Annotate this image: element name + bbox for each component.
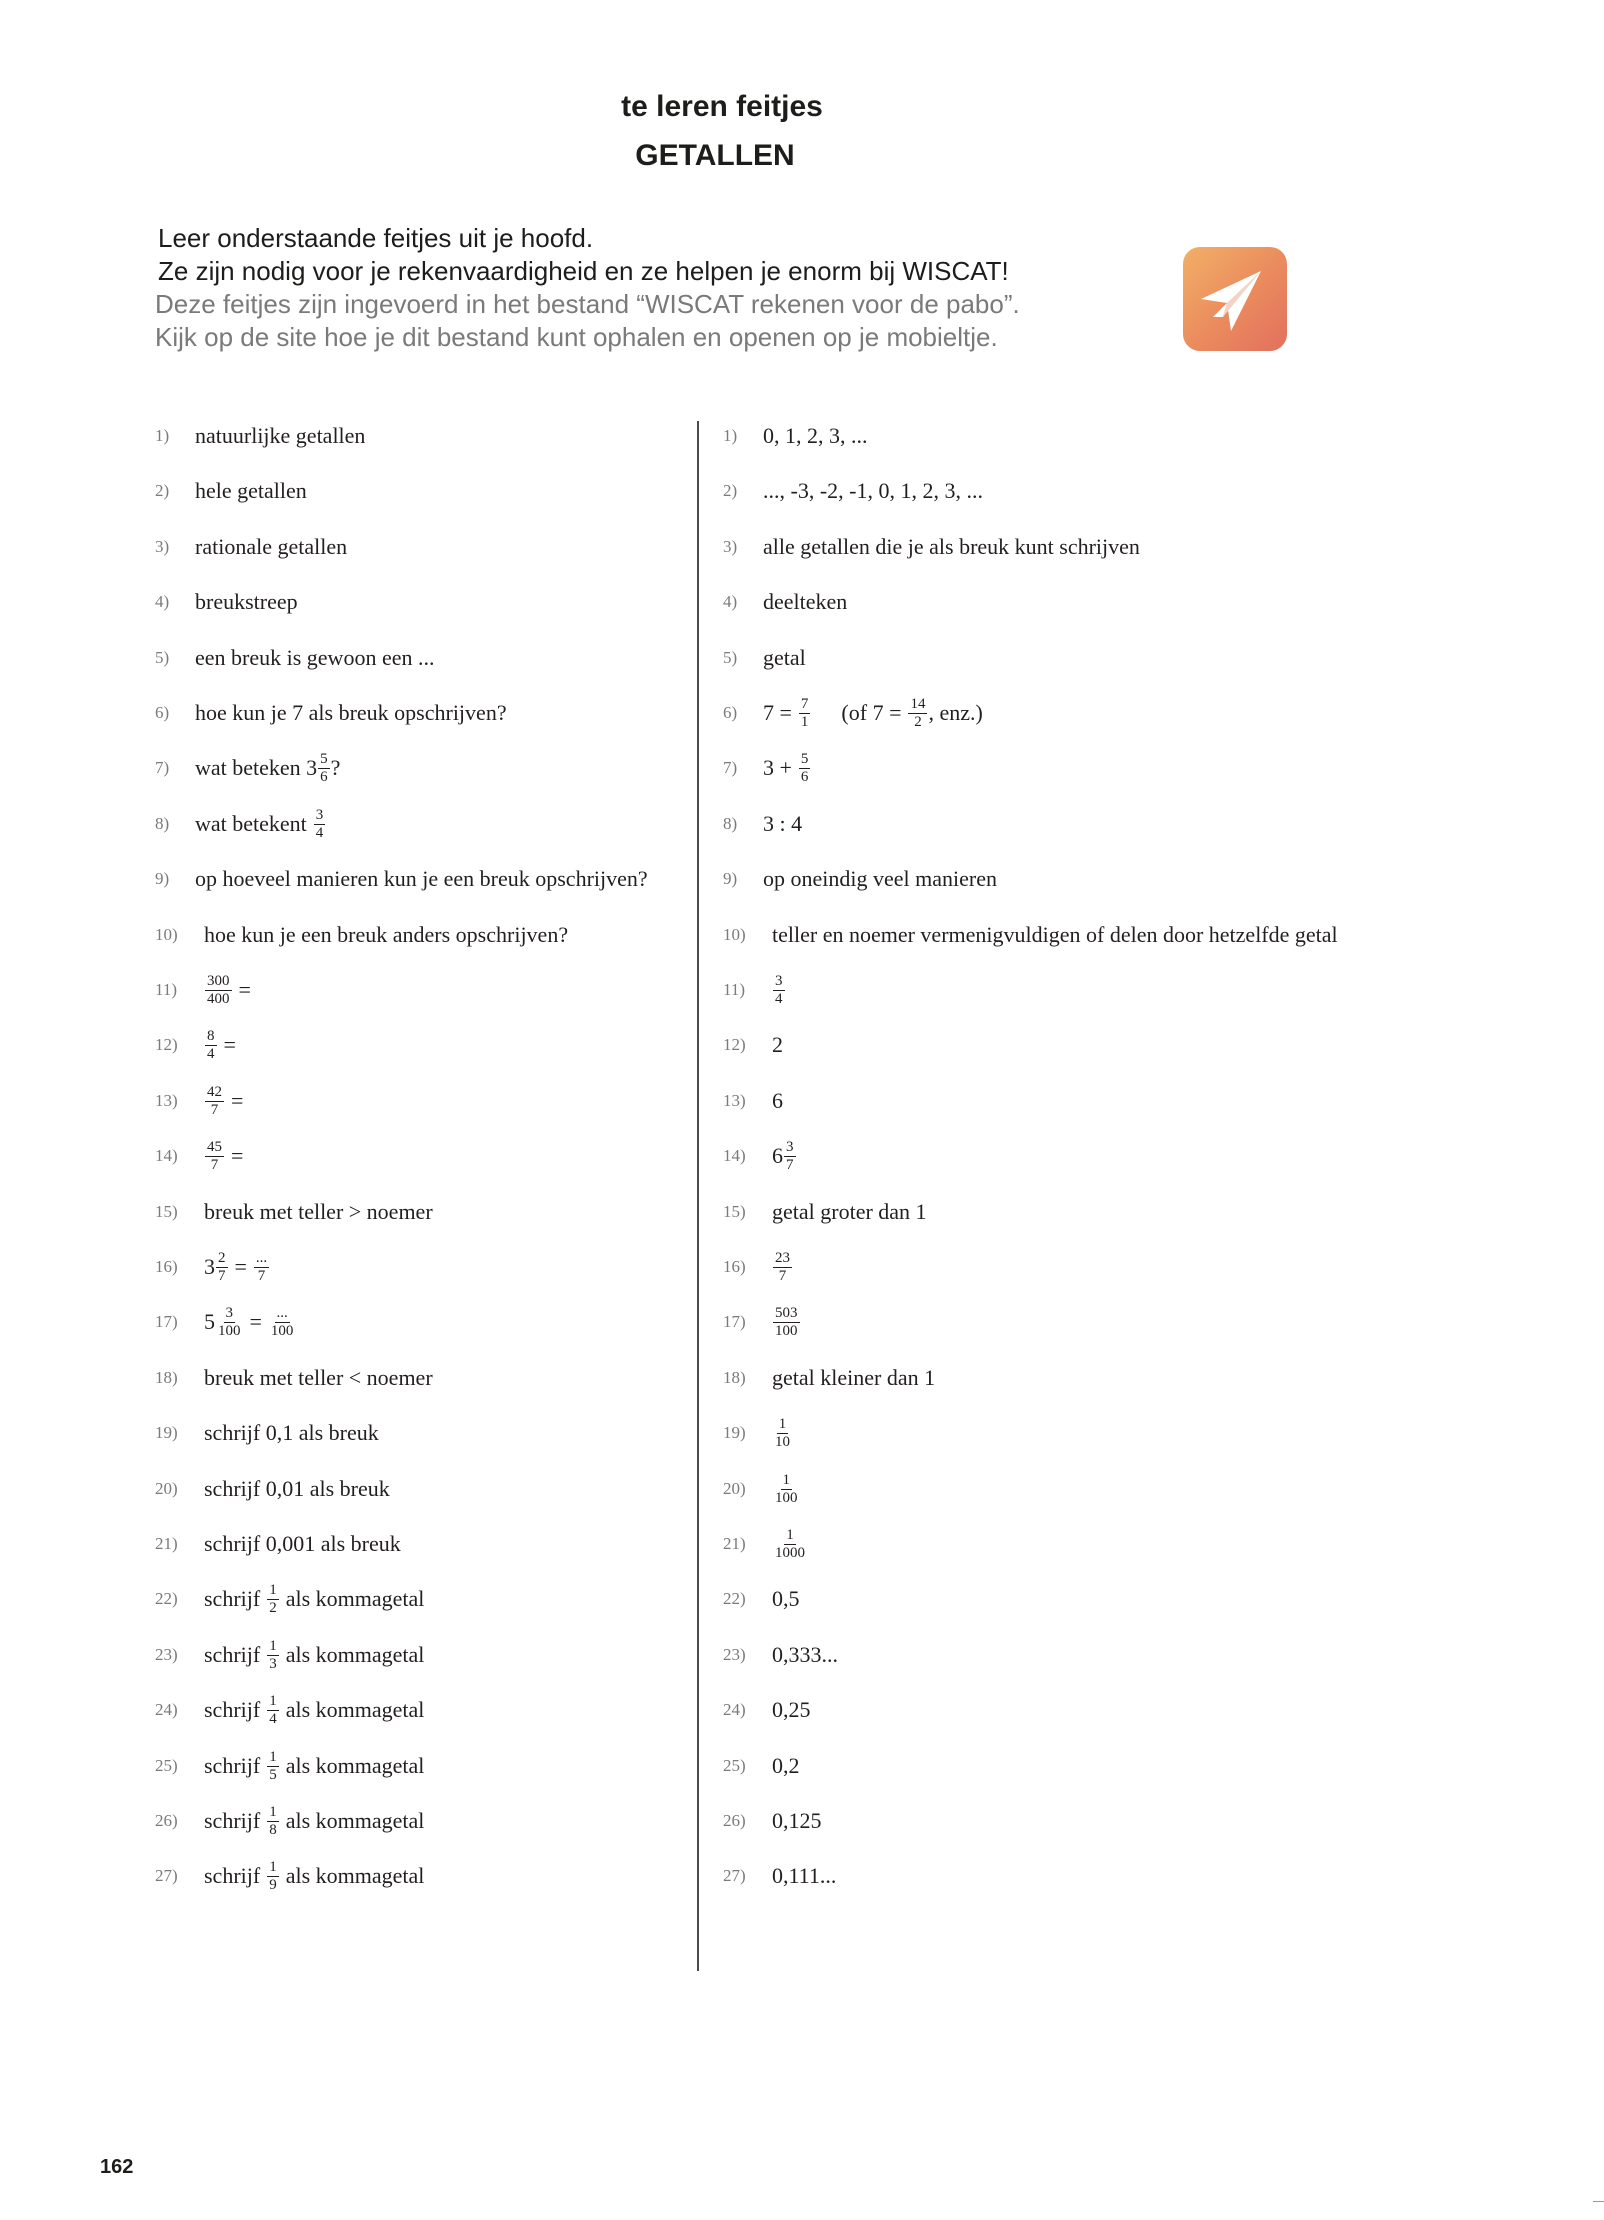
- fact-question-row: [155, 1358, 433, 1398]
- fraction: [269, 1306, 296, 1339]
- fraction-denominator: 7: [778, 1267, 787, 1284]
- fraction-denominator: 100: [270, 1322, 294, 1339]
- item-number: 23): [723, 1645, 746, 1664]
- text-fragment: schrijf: [204, 1808, 261, 1833]
- item-number: 13): [155, 1091, 178, 1110]
- text-fragment: 6: [772, 1143, 783, 1168]
- answer-text: [772, 974, 786, 1007]
- text-fragment: =: [223, 1032, 236, 1057]
- text-fragment: =: [234, 1254, 247, 1279]
- fraction-denominator: 10: [775, 1433, 790, 1450]
- question-text: [195, 808, 326, 841]
- text-fragment: schrijf: [204, 1697, 261, 1722]
- fact-question-row: [155, 859, 648, 899]
- question-text: breuk met teller < noemer: [204, 1365, 433, 1390]
- item-number: 4): [155, 592, 170, 611]
- fact-question-row: [155, 970, 251, 1010]
- fact-question-row: [155, 1413, 379, 1453]
- fraction-denominator: 7: [210, 1101, 219, 1118]
- answer-text: 6: [772, 1088, 783, 1113]
- question-text: op hoeveel manieren kun je een breuk opschrijven?: [195, 866, 648, 891]
- fact-question-row: [155, 693, 507, 733]
- answer-text: getal kleiner dan 1: [772, 1365, 936, 1390]
- fraction-denominator: 4: [269, 1710, 277, 1727]
- fraction-numerator: ...: [276, 1304, 288, 1321]
- item-number: 9): [155, 869, 170, 888]
- item-number: 10): [155, 925, 178, 944]
- fact-answer-row: [723, 582, 847, 622]
- item-number: 12): [155, 1035, 178, 1054]
- fact-answer-row: [723, 416, 868, 456]
- fact-question-row: [155, 1302, 296, 1342]
- fraction: [799, 697, 811, 730]
- fact-answer-row: [723, 1413, 793, 1453]
- item-number: 23): [155, 1645, 178, 1664]
- fraction: [267, 1694, 279, 1727]
- fraction-denominator: 7: [257, 1267, 266, 1284]
- fact-answer-row: [723, 1136, 797, 1176]
- crop-mark: [1593, 2201, 1604, 2202]
- item-number: 3): [155, 537, 170, 556]
- fraction: [267, 1805, 279, 1838]
- fraction-numerator: 1: [269, 1858, 277, 1875]
- text-fragment: als kommagetal: [285, 1808, 425, 1833]
- fraction: [267, 1639, 279, 1672]
- fact-question-row: [155, 638, 434, 678]
- text-fragment: schrijf: [204, 1586, 261, 1611]
- answer-text: 0,25: [772, 1697, 811, 1722]
- question-text: een breuk is gewoon een ...: [195, 645, 435, 670]
- fact-answer-row: [723, 970, 786, 1010]
- answer-text: 3 : 4: [763, 811, 803, 836]
- fraction-numerator: 3: [315, 806, 324, 823]
- item-number: 17): [155, 1312, 178, 1331]
- answer-text: deelteken: [763, 589, 848, 614]
- fraction: [216, 1251, 228, 1284]
- fact-question-row: [155, 1469, 390, 1509]
- answer-text: [772, 1528, 808, 1561]
- fact-question-row: [155, 1192, 433, 1232]
- fact-question-row: [155, 1746, 424, 1786]
- answer-text: [772, 1140, 797, 1173]
- fraction-numerator: 1: [269, 1803, 277, 1820]
- fact-answer-row: [723, 1469, 801, 1509]
- item-number: 26): [155, 1811, 178, 1830]
- fraction-numerator: 23: [775, 1249, 790, 1266]
- fact-question-row: [155, 527, 347, 567]
- text-fragment: =: [231, 1088, 244, 1113]
- question-text: breuk met teller > noemer: [204, 1199, 433, 1224]
- fraction-denominator: 7: [218, 1267, 226, 1284]
- item-number: 1): [723, 426, 738, 445]
- item-number: 15): [155, 1202, 178, 1221]
- fact-answer-row: [723, 1524, 808, 1564]
- text-fragment: ?: [330, 755, 341, 780]
- fraction: [773, 1251, 792, 1284]
- fact-question-row: [155, 1136, 243, 1176]
- fraction-denominator: 7: [210, 1156, 219, 1173]
- fraction-numerator: 1: [786, 1526, 794, 1543]
- fraction-numerator: 503: [775, 1304, 798, 1321]
- text-fragment: schrijf: [204, 1753, 261, 1778]
- answer-text: 0,125: [772, 1808, 822, 1833]
- fact-answer-row: [723, 1247, 793, 1287]
- fraction-numerator: 3: [775, 972, 783, 989]
- question-text: schrijf 0,01 als breuk: [204, 1476, 390, 1501]
- fact-answer-row: [723, 1746, 800, 1786]
- item-number: 20): [155, 1479, 178, 1498]
- fraction-numerator: 3: [786, 1138, 794, 1155]
- fact-question-row: [155, 1635, 424, 1675]
- text-fragment: als kommagetal: [285, 1753, 425, 1778]
- answer-text: 0,111...: [772, 1863, 837, 1888]
- fraction-denominator: 6: [800, 768, 809, 785]
- item-number: 17): [723, 1312, 746, 1331]
- fraction-numerator: 1: [782, 1471, 790, 1488]
- fraction: [216, 1306, 243, 1339]
- item-number: 5): [723, 648, 738, 667]
- intro-text: [155, 222, 1020, 354]
- intro-line-3: Deze feitjes zijn ingevoerd in het bestand “WISCAT rekenen voor de pabo”.: [155, 289, 1020, 319]
- fraction-denominator: 6: [320, 768, 328, 785]
- fraction: [799, 752, 811, 785]
- answer-text: [772, 1306, 801, 1339]
- item-number: 8): [723, 814, 738, 833]
- fact-answer-row: [723, 1302, 801, 1342]
- answer-text: getal: [763, 645, 806, 670]
- question-text: schrijf 0,1 als breuk: [204, 1420, 379, 1445]
- item-number: 27): [723, 1866, 746, 1885]
- fraction-numerator: 14: [910, 695, 926, 712]
- question-text: hele getallen: [195, 478, 307, 503]
- fact-answer-row: [723, 748, 811, 788]
- fraction-denominator: 9: [269, 1876, 277, 1893]
- answer-text: 0, 1, 2, 3, ...: [763, 423, 868, 448]
- item-number: 5): [155, 648, 170, 667]
- item-number: 16): [155, 1257, 178, 1276]
- fact-question-row: [155, 1690, 424, 1730]
- fraction-denominator: 2: [269, 1599, 277, 1616]
- fraction-denominator: 4: [775, 990, 783, 1007]
- question-text: hoe kun je 7 als breuk opschrijven?: [195, 700, 507, 725]
- fraction-denominator: 2: [914, 713, 922, 730]
- item-number: 19): [723, 1423, 746, 1442]
- fraction-numerator: 45: [207, 1138, 222, 1155]
- answer-text: [772, 1473, 801, 1506]
- item-number: 19): [155, 1423, 178, 1442]
- question-text: [204, 1694, 424, 1727]
- page-subtitle: te leren feitjes: [621, 90, 823, 123]
- item-number: 21): [723, 1534, 746, 1553]
- question-text: hoe kun je een breuk anders opschrijven?: [204, 922, 569, 947]
- fraction: [773, 974, 785, 1007]
- text-fragment: , enz.): [928, 700, 983, 725]
- item-number: 6): [723, 703, 738, 722]
- fraction-numerator: 5: [320, 750, 328, 767]
- answer-text: 0,5: [772, 1586, 800, 1611]
- fraction-numerator: 2: [218, 1249, 226, 1266]
- fact-answer-row: [723, 1635, 838, 1675]
- text-fragment: als kommagetal: [285, 1642, 425, 1667]
- fraction-denominator: 8: [269, 1821, 277, 1838]
- text-fragment: 3: [204, 1254, 215, 1279]
- item-number: 24): [155, 1700, 178, 1719]
- item-number: 7): [723, 758, 738, 777]
- item-number: 22): [155, 1589, 178, 1608]
- fraction-numerator: 1: [269, 1637, 277, 1654]
- fraction-numerator: 1: [269, 1581, 277, 1598]
- fraction-denominator: 1: [800, 713, 809, 730]
- intro-line-1: Leer onderstaande feitjes uit je hoofd.: [158, 223, 594, 253]
- fact-question-row: [155, 804, 326, 844]
- fraction: [267, 1860, 279, 1893]
- fraction-denominator: 5: [269, 1766, 277, 1783]
- fraction-numerator: 5: [800, 750, 809, 767]
- question-text: [204, 1583, 424, 1616]
- text-fragment: wat beteken 3: [195, 755, 318, 780]
- answer-text: alle getallen die je als breuk kunt schrijven: [763, 534, 1140, 559]
- fraction-numerator: 42: [207, 1083, 222, 1100]
- answer-text: [763, 752, 811, 785]
- item-number: 12): [723, 1035, 746, 1054]
- item-number: 14): [155, 1146, 178, 1165]
- fraction-denominator: 100: [775, 1322, 798, 1339]
- answer-text: getal groter dan 1: [772, 1199, 927, 1224]
- question-text: [204, 1639, 424, 1672]
- text-fragment: (of 7 =: [841, 700, 902, 725]
- item-number: 22): [723, 1589, 746, 1608]
- fact-question-row: [155, 416, 365, 456]
- item-number: 11): [155, 980, 178, 999]
- question-text: schrijf 0,001 als breuk: [204, 1531, 401, 1556]
- fraction: [254, 1251, 269, 1284]
- fraction-denominator: 3: [269, 1655, 277, 1672]
- item-number: 15): [723, 1202, 746, 1221]
- page-number: 162: [100, 2156, 134, 2178]
- fraction-denominator: 400: [207, 990, 230, 1007]
- fraction-numerator: 1: [778, 1415, 787, 1432]
- answer-text: teller en noemer vermenigvuldigen of delen door hetzelfde getal: [772, 922, 1338, 947]
- fraction: [205, 1085, 224, 1118]
- text-fragment: als kommagetal: [285, 1586, 425, 1611]
- page-title: GETALLEN: [635, 139, 795, 172]
- fraction-numerator: 8: [207, 1027, 215, 1044]
- item-number: 24): [723, 1700, 746, 1719]
- item-number: 8): [155, 814, 170, 833]
- text-fragment: schrijf: [204, 1863, 261, 1888]
- item-number: 7): [155, 758, 170, 777]
- fraction: [773, 1417, 792, 1450]
- fact-answer-row: [723, 804, 802, 844]
- question-text: natuurlijke getallen: [195, 423, 366, 448]
- question-text: [204, 1750, 424, 1783]
- answer-text: op oneindig veel manieren: [763, 866, 997, 891]
- fraction: [267, 1583, 279, 1616]
- question-text: [195, 752, 340, 785]
- fraction: [205, 974, 232, 1007]
- item-number: 21): [155, 1534, 178, 1553]
- question-text: [204, 974, 251, 1007]
- fraction: [773, 1528, 807, 1561]
- fraction-numerator: 3: [225, 1304, 233, 1321]
- item-number: 27): [155, 1866, 178, 1885]
- fact-answer-row: [723, 1690, 811, 1730]
- column-divider: [697, 421, 699, 1971]
- text-fragment: 5: [204, 1309, 215, 1334]
- fact-answer-row: [723, 1192, 927, 1232]
- fraction-numerator: 1: [269, 1748, 277, 1765]
- question-text: rationale getallen: [195, 534, 348, 559]
- fact-answer-row: [723, 471, 983, 511]
- fraction-denominator: 4: [315, 824, 324, 841]
- item-number: 20): [723, 1479, 746, 1498]
- item-number: 13): [723, 1091, 746, 1110]
- answer-text: [772, 1251, 793, 1284]
- text-fragment: =: [231, 1143, 244, 1168]
- answer-text: [772, 1417, 793, 1450]
- text-fragment: 3 +: [763, 755, 792, 780]
- fraction-numerator: 300: [207, 972, 230, 989]
- fact-question-row: [155, 582, 298, 622]
- fact-answer-row: [723, 1081, 783, 1121]
- fraction-denominator: 100: [775, 1489, 798, 1506]
- item-number: 26): [723, 1811, 746, 1830]
- text-fragment: als kommagetal: [285, 1697, 425, 1722]
- item-number: 9): [723, 869, 738, 888]
- fact-question-row: [155, 1524, 401, 1564]
- item-number: 2): [155, 481, 170, 500]
- fact-question-row: [155, 1025, 236, 1065]
- item-number: 10): [723, 925, 746, 944]
- fact-answer-row: [723, 1801, 822, 1841]
- item-number: 16): [723, 1257, 746, 1276]
- answer-text: ..., -3, -2, -1, 0, 1, 2, 3, ...: [763, 478, 983, 503]
- question-text: [204, 1085, 243, 1118]
- fraction: [773, 1306, 800, 1339]
- fact-question-row: [155, 471, 307, 511]
- fraction-denominator: 1000: [775, 1544, 805, 1561]
- answer-text: 2: [772, 1032, 783, 1057]
- fraction-numerator: 7: [800, 695, 809, 712]
- question-text: breukstreep: [195, 589, 298, 614]
- paper-plane-icon: [1183, 247, 1287, 351]
- question-text: [204, 1860, 424, 1893]
- fraction-numerator: ...: [255, 1249, 268, 1266]
- fact-answer-row: [723, 1579, 800, 1619]
- fact-question-row: [155, 1081, 243, 1121]
- item-number: 25): [723, 1756, 746, 1775]
- fraction: [908, 697, 927, 730]
- item-number: 6): [155, 703, 170, 722]
- fraction: [773, 1473, 800, 1506]
- item-number: 1): [155, 426, 170, 445]
- fact-question-row: [155, 1801, 424, 1841]
- item-number: 2): [723, 481, 738, 500]
- fraction: [205, 1029, 217, 1062]
- fraction: [784, 1140, 796, 1173]
- fact-question-row: [155, 1579, 424, 1619]
- item-number: 18): [155, 1368, 178, 1387]
- fraction-denominator: 7: [786, 1156, 794, 1173]
- text-fragment: =: [238, 977, 251, 1002]
- fact-answer-row: [723, 915, 1338, 955]
- item-number: 4): [723, 592, 738, 611]
- fact-answer-row: [723, 527, 1140, 567]
- text-fragment: wat betekent: [195, 811, 307, 836]
- fact-answer-row: [723, 1358, 935, 1398]
- item-number: 3): [723, 537, 738, 556]
- fact-answer-row: [723, 638, 806, 678]
- fact-question-row: [155, 748, 340, 788]
- answer-text: 0,333...: [772, 1642, 838, 1667]
- fact-answer-row: [723, 1025, 783, 1065]
- item-number: 14): [723, 1146, 746, 1165]
- fact-question-row: [155, 915, 568, 955]
- item-number: 18): [723, 1368, 746, 1387]
- answer-text: 0,2: [772, 1753, 800, 1778]
- question-text: [204, 1029, 236, 1062]
- intro-line-2: Ze zijn nodig voor je rekenvaardigheid en ze helpen je enorm bij WISCAT!: [158, 256, 1009, 286]
- fact-answer-row: [723, 1856, 836, 1896]
- text-fragment: =: [249, 1309, 262, 1334]
- item-number: 11): [723, 980, 746, 999]
- fraction: [205, 1140, 224, 1173]
- question-text: [204, 1251, 270, 1284]
- intro-line-4: Kijk op de site hoe je dit bestand kunt ophalen en openen op je mobieltje.: [155, 322, 998, 352]
- question-text: [204, 1306, 296, 1339]
- text-fragment: schrijf: [204, 1642, 261, 1667]
- question-text: [204, 1140, 243, 1173]
- fraction: [318, 752, 330, 785]
- fact-answer-row: [723, 693, 983, 733]
- fraction-denominator: 100: [218, 1322, 241, 1339]
- question-text: [204, 1805, 424, 1838]
- text-fragment: als kommagetal: [285, 1863, 425, 1888]
- fraction-numerator: 1: [269, 1692, 277, 1709]
- item-number: 25): [155, 1756, 178, 1775]
- fraction-denominator: 4: [207, 1045, 215, 1062]
- fact-answer-row: [723, 859, 997, 899]
- fact-question-row: [155, 1247, 270, 1287]
- fraction: [314, 808, 326, 841]
- fact-question-row: [155, 1856, 424, 1896]
- answer-text: [763, 697, 983, 730]
- fraction: [267, 1750, 279, 1783]
- text-fragment: 7 =: [763, 700, 792, 725]
